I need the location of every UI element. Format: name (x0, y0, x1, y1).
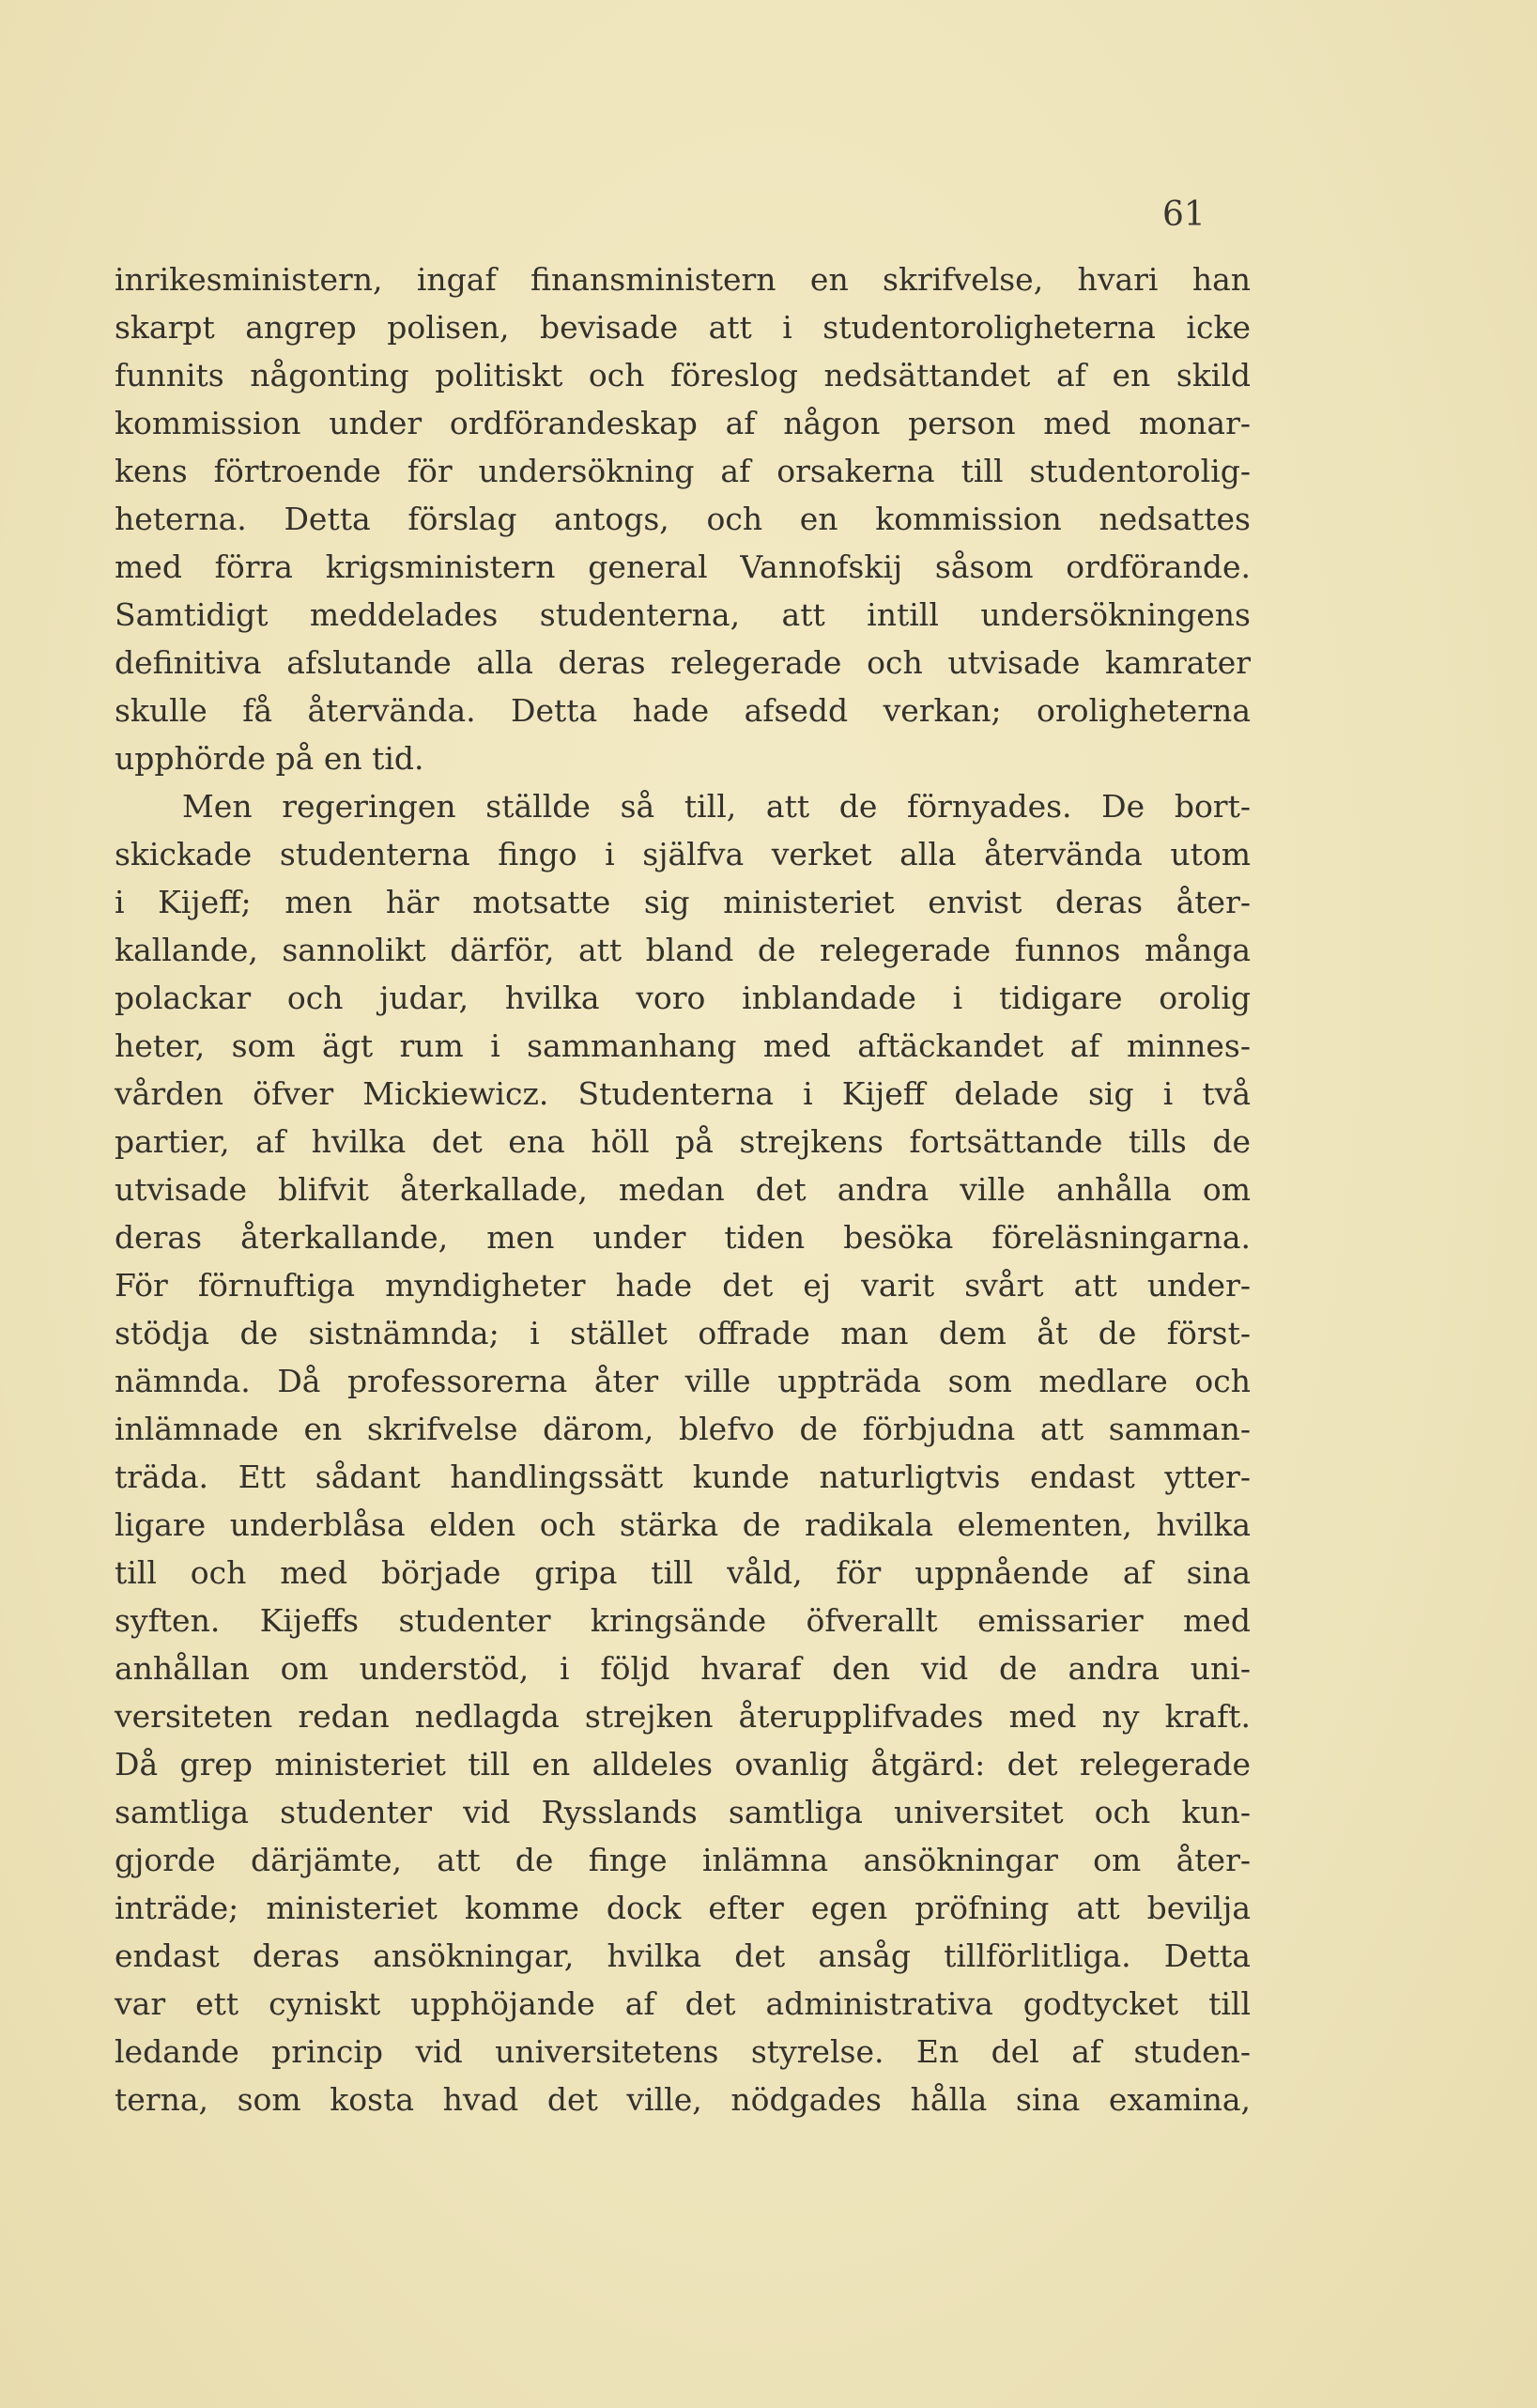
text-line: funnits någonting politiskt och föreslog nedsättandet af en skild (115, 357, 1251, 394)
text-line: utvisade blifvit återkallade, medan det andra ville anhålla om (115, 1171, 1251, 1208)
text-line: Samtidigt meddelades studenterna, att intill undersökningens (115, 596, 1251, 633)
text-line: definitiva afslutande alla deras relegerade och utvisade kamrater (115, 644, 1251, 681)
text-line: endast deras ansökningar, hvilka det ansåg tillförlitliga. Detta (115, 1937, 1251, 1974)
text-line: till och med började gripa till våld, för uppnående af sina (115, 1554, 1251, 1591)
paragraph-first-line: Men regeringen ställde så till, att de förnyades. De bort- (182, 788, 1251, 825)
text-line: samtliga studenter vid Rysslands samtliga universitet och kun- (115, 1794, 1251, 1830)
text-line: anhållan om understöd, i följd hvaraf den vid de andra uni- (115, 1650, 1251, 1687)
text-line: stödja de sistnämnda; i stället offrade man dem åt de först- (115, 1315, 1251, 1351)
page-number: 61 (1162, 195, 1206, 234)
body-text (115, 255, 1251, 2123)
paragraph-last-line: upphörde på en tid. (115, 740, 424, 777)
text-line: deras återkallande, men under tiden besöka föreläsningarna. (115, 1219, 1251, 1256)
text-line: inrikesministern, ingaf finansministern en skrifvelse, hvari han (115, 261, 1251, 298)
text-line: partier, af hvilka det ena höll på strejkens fortsättande tills de (115, 1123, 1251, 1160)
text-line: kallande, sannolikt därför, att bland de relegerade funnos många (115, 932, 1251, 968)
text-line: skickade studenterna fingo i själfva verket alla återvända utom (115, 836, 1251, 872)
text-line: kommission under ordförandeskap af någon person med monar- (115, 405, 1251, 441)
text-line: gjorde därjämte, att de finge inlämna ansökningar om åter- (115, 1842, 1251, 1878)
text-line: inlämnade en skrifvelse därom, blefvo de förbjudna att samman- (115, 1411, 1251, 1447)
text-line: ligare underblåsa elden och stärka de radikala elementen, hvilka (115, 1506, 1251, 1543)
text-line: träda. Ett sådant handlingssätt kunde naturligtvis endast ytter- (115, 1459, 1251, 1495)
text-line: vården öfver Mickiewicz. Studenterna i Kijeff delade sig i två (115, 1075, 1251, 1112)
text-line: i Kijeff; men här motsatte sig ministeriet envist deras åter- (115, 884, 1251, 920)
text-line: versiteten redan nedlagda strejken återupplifvades med ny kraft. (115, 1698, 1251, 1735)
text-line: syften. Kijeffs studenter kringsände öfverallt emissarier med (115, 1602, 1251, 1639)
text-line: terna, som kosta hvad det ville, nödgades hålla sina examina, (115, 2081, 1251, 2118)
text-line: inträde; ministeriet komme dock efter egen pröfning att bevilja (115, 1890, 1251, 1926)
text-line: polackar och judar, hvilka voro inblandade i tidigare orolig (115, 980, 1251, 1016)
text-line: För förnuftiga myndigheter hade det ej varit svårt att under- (115, 1267, 1251, 1304)
text-line: var ett cyniskt upphöjande af det administrativa godtycket till (115, 1985, 1251, 2022)
text-line: med förra krigsministern general Vannofskij såsom ordförande. (115, 548, 1251, 585)
text-line: ledande princip vid universitetens styrelse. En del af studen- (115, 2033, 1251, 2070)
text-line: heterna. Detta förslag antogs, och en kommission nedsattes (115, 501, 1251, 537)
text-line: skarpt angrep polisen, bevisade att i studentoroligheterna icke (115, 309, 1251, 346)
text-line: kens förtroende för undersökning af orsakerna till studentorolig- (115, 453, 1251, 489)
text-line: Då grep ministeriet till en alldeles ovanlig åtgärd: det relegerade (115, 1746, 1251, 1783)
text-line: skulle få återvända. Detta hade afsedd verkan; oroligheterna (115, 692, 1251, 729)
text-line: heter, som ägt rum i sammanhang med aftäckandet af minnes- (115, 1027, 1251, 1064)
text-line: nämnda. Då professorerna åter ville uppträda som medlare och (115, 1363, 1251, 1399)
